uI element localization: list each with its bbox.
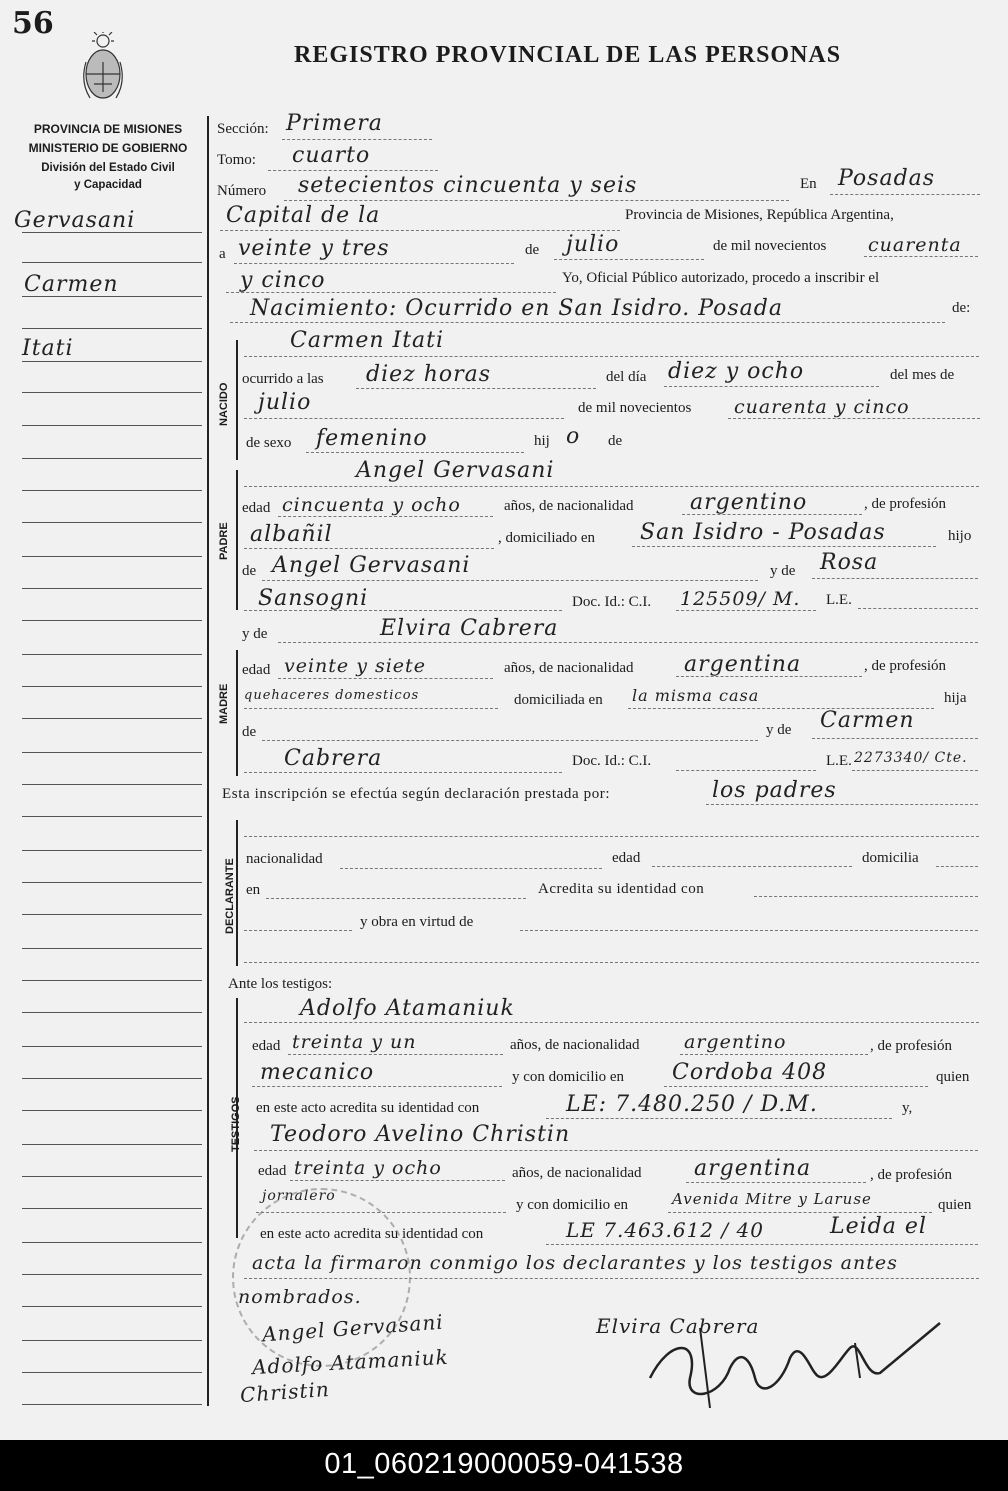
provincia-label: Provincia de Misiones, República Argentina,: [625, 207, 894, 223]
header-province: PROVINCIA DE MISIONES: [33, 122, 183, 136]
leida-value: Leida el: [830, 1214, 927, 1239]
madre-nombre-value: Elvira Cabrera: [380, 616, 559, 641]
lugar2-value: Capital de la: [226, 203, 381, 228]
t2-prof-value: jornalero: [262, 1188, 336, 1204]
madre-le-value: 2273340/ Cte.: [854, 750, 968, 766]
abuelo-value: Angel Gervasani: [272, 553, 471, 578]
tomo-value: cuarto: [292, 143, 371, 168]
padre-le-label: L.E.: [826, 592, 852, 608]
de-label: de: [525, 242, 540, 258]
de-mil-label: de mil novecientos: [713, 238, 827, 254]
seccion-value: Primera: [286, 111, 383, 136]
madre-de-label: de: [242, 724, 257, 740]
t1-acredita-label: en este acto acredita su identidad con: [256, 1100, 480, 1116]
madre-dom-label: domiciliada en: [514, 692, 603, 708]
madre-edad-value: veinte y siete: [284, 655, 426, 677]
padre-prof-value: albañil: [250, 522, 333, 547]
anio2-value: y cinco: [240, 268, 326, 293]
signature-witness2: Christin: [239, 1376, 331, 1408]
t2-dom-value: Avenida Mitre y Laruse: [672, 1190, 872, 1208]
padre-yde-label: y de: [770, 563, 796, 579]
abuela2-value: Sansogni: [258, 586, 369, 611]
madre-nac-label: años, de nacionalidad: [504, 660, 634, 676]
esta-insc-label: Esta inscripción se efectúa según declaración prestada por:: [222, 786, 611, 802]
t1-y-label: y,: [902, 1100, 913, 1116]
t2-nombre-value: Teodoro Avelino Christin: [270, 1122, 571, 1147]
decl-obra-label: y obra en virtud de: [360, 914, 474, 930]
padre-nombre-value: Angel Gervasani: [356, 458, 555, 483]
a-label: a: [219, 246, 226, 262]
tomo-label: Tomo:: [217, 152, 256, 168]
padre-ci-value: 125509/ M.: [680, 588, 801, 610]
padre-hijo-label: hijo: [948, 528, 972, 544]
main-border: [207, 116, 209, 1406]
dia-nac-value: diez y ocho: [668, 359, 805, 384]
t1-nac-label: años, de nacionalidad: [510, 1037, 640, 1053]
header-capacity: y Capacidad: [74, 179, 142, 191]
nombre-value: Carmen Itati: [290, 328, 445, 353]
acto-value: Nacimiento: Ocurrido en San Isidro. Posada: [250, 296, 783, 321]
t2-doc-value: LE 7.463.612 / 40: [566, 1218, 764, 1242]
page-title: REGISTRO PROVINCIAL DE LAS PERSONAS: [294, 42, 842, 68]
t1-dom-label: y con domicilio en: [512, 1069, 625, 1085]
signature-father: Angel Gervasani: [261, 1309, 445, 1347]
ante-label: Ante los testigos:: [228, 976, 333, 992]
t1-doc-value: LE: 7.480.250 / D.M.: [566, 1092, 818, 1117]
madre-dom-value: la misma casa: [632, 686, 760, 705]
decl-en-label: en: [246, 882, 261, 898]
padre-edad-value: cincuenta y ocho: [282, 494, 461, 516]
hora-value: diez horas: [366, 362, 492, 387]
madre-prof-label: , de profesión: [864, 658, 947, 674]
en-label: En: [800, 176, 817, 192]
t1-quien-label: quien: [936, 1069, 970, 1085]
ocurrido-label: ocurrido a las: [242, 371, 324, 387]
footer-bar: [0, 1440, 1008, 1491]
seccion-label: Sección:: [217, 121, 269, 137]
lugar-value: Posadas: [838, 166, 936, 191]
de2-label: de: [608, 433, 623, 449]
dia-value: veinte y tres: [238, 236, 390, 261]
header-division: División del Estado Civil: [41, 162, 175, 174]
de-mil2-label: de mil novecientos: [578, 400, 692, 416]
t2-acredita-label: en este acto acredita su identidad con: [260, 1226, 484, 1242]
t1-prof-value: mecanico: [260, 1060, 375, 1085]
madre-yde-label: y de: [242, 626, 268, 642]
decl-acredita-label: Acredita su identidad con: [538, 881, 705, 897]
padre-edad-label: edad: [242, 500, 271, 516]
coat-of-arms-icon: [80, 32, 126, 104]
madre-ci-label: Doc. Id.: C.I.: [572, 753, 652, 769]
padre-tab: PADRE: [218, 522, 230, 560]
de-sexo-label: de sexo: [246, 435, 292, 451]
testigos-tab: TESTIGOS: [230, 1096, 242, 1152]
anio-value: cuarenta: [868, 234, 962, 256]
nacido-tab: NACIDO: [218, 382, 230, 426]
t1-edad-label: edad: [252, 1038, 281, 1054]
t2-dom-label: y con domicilio en: [516, 1197, 629, 1213]
padre-nac-value: argentino: [690, 490, 808, 515]
mes-nac-value: julio: [258, 390, 312, 415]
abuela-madre2-value: Cabrera: [284, 746, 383, 771]
margin-firstname: Carmen: [24, 272, 119, 297]
t2-nac-label: años, de nacionalidad: [512, 1165, 642, 1181]
margin-secondname: Itati: [22, 336, 74, 361]
madre-yde2-label: y de: [766, 722, 792, 738]
signature-mother: Elvira Cabrera: [596, 1314, 760, 1338]
abuela-madre-value: Carmen: [820, 708, 915, 733]
padre-dom-label: , domiciliado en: [498, 530, 596, 546]
t2-edad-value: treinta y ocho: [294, 1157, 442, 1179]
madre-hija-label: hija: [944, 690, 967, 706]
t1-prof-label: , de profesión: [870, 1038, 953, 1054]
page-number: 56: [12, 6, 54, 41]
numero-label: Número: [217, 183, 267, 199]
padre-de-label: de: [242, 563, 257, 579]
cierre2-value: nombrados.: [238, 1286, 362, 1308]
madre-nac-value: argentina: [684, 652, 802, 677]
decl-edad-label: edad: [612, 850, 641, 866]
t2-nac-value: argentina: [694, 1156, 812, 1181]
cierre1-value: acta la firmaron conmigo los declarantes y los testigos antes: [252, 1252, 898, 1274]
numero-value: setecientos cincuenta y seis: [298, 173, 638, 198]
abuela-value: Rosa: [820, 550, 879, 575]
madre-tab: MADRE: [218, 683, 230, 724]
t2-edad-label: edad: [258, 1163, 287, 1179]
de-colon-label: de:: [952, 300, 971, 316]
anio-nac-value: cuarenta y cinco: [734, 396, 910, 418]
yo-label: Yo, Oficial Público autorizado, procedo a inscribir el: [562, 270, 880, 286]
decl-dom-label: domicilia: [862, 850, 919, 866]
t1-edad-value: treinta y un: [292, 1031, 417, 1053]
sexo-value: femenino: [316, 426, 428, 451]
padre-prof-label: , de profesión: [864, 496, 947, 512]
del-dia-label: del día: [606, 369, 647, 385]
madre-edad-label: edad: [242, 662, 271, 678]
margin-surname: Gervasani: [14, 208, 136, 233]
t2-quien-label: quien: [938, 1197, 972, 1213]
decl-nac-label: nacionalidad: [246, 851, 323, 867]
officer-signature-icon: [640, 1318, 950, 1418]
madre-prof-value: quehaceres domesticos: [244, 688, 420, 703]
t1-nac-value: argentino: [684, 1031, 787, 1053]
padre-nac-label: años, de nacionalidad: [504, 498, 634, 514]
declaracion-value: los padres: [712, 778, 837, 803]
t2-prof-label: , de profesión: [870, 1167, 953, 1183]
signature-witness1: Adolfo Atamaniuk: [251, 1344, 450, 1380]
header-ministry: MINISTERIO DE GOBIERNO: [28, 141, 188, 155]
footer-code: 01_060219000059-041538: [324, 1448, 684, 1480]
t1-nombre-value: Adolfo Atamaniuk: [300, 996, 515, 1021]
hij-label: hij: [534, 433, 550, 449]
declarante-tab: DECLARANTE: [224, 858, 236, 934]
hijo-letra-value: o: [566, 424, 581, 449]
padre-ci-label: Doc. Id.: C.I.: [572, 594, 652, 610]
t1-dom-value: Cordoba 408: [672, 1060, 828, 1085]
padre-dom-value: San Isidro - Posadas: [640, 520, 886, 545]
del-mes-label: del mes de: [890, 367, 955, 383]
mes-value: julio: [566, 232, 620, 257]
madre-le-label: L.E.: [826, 753, 852, 769]
